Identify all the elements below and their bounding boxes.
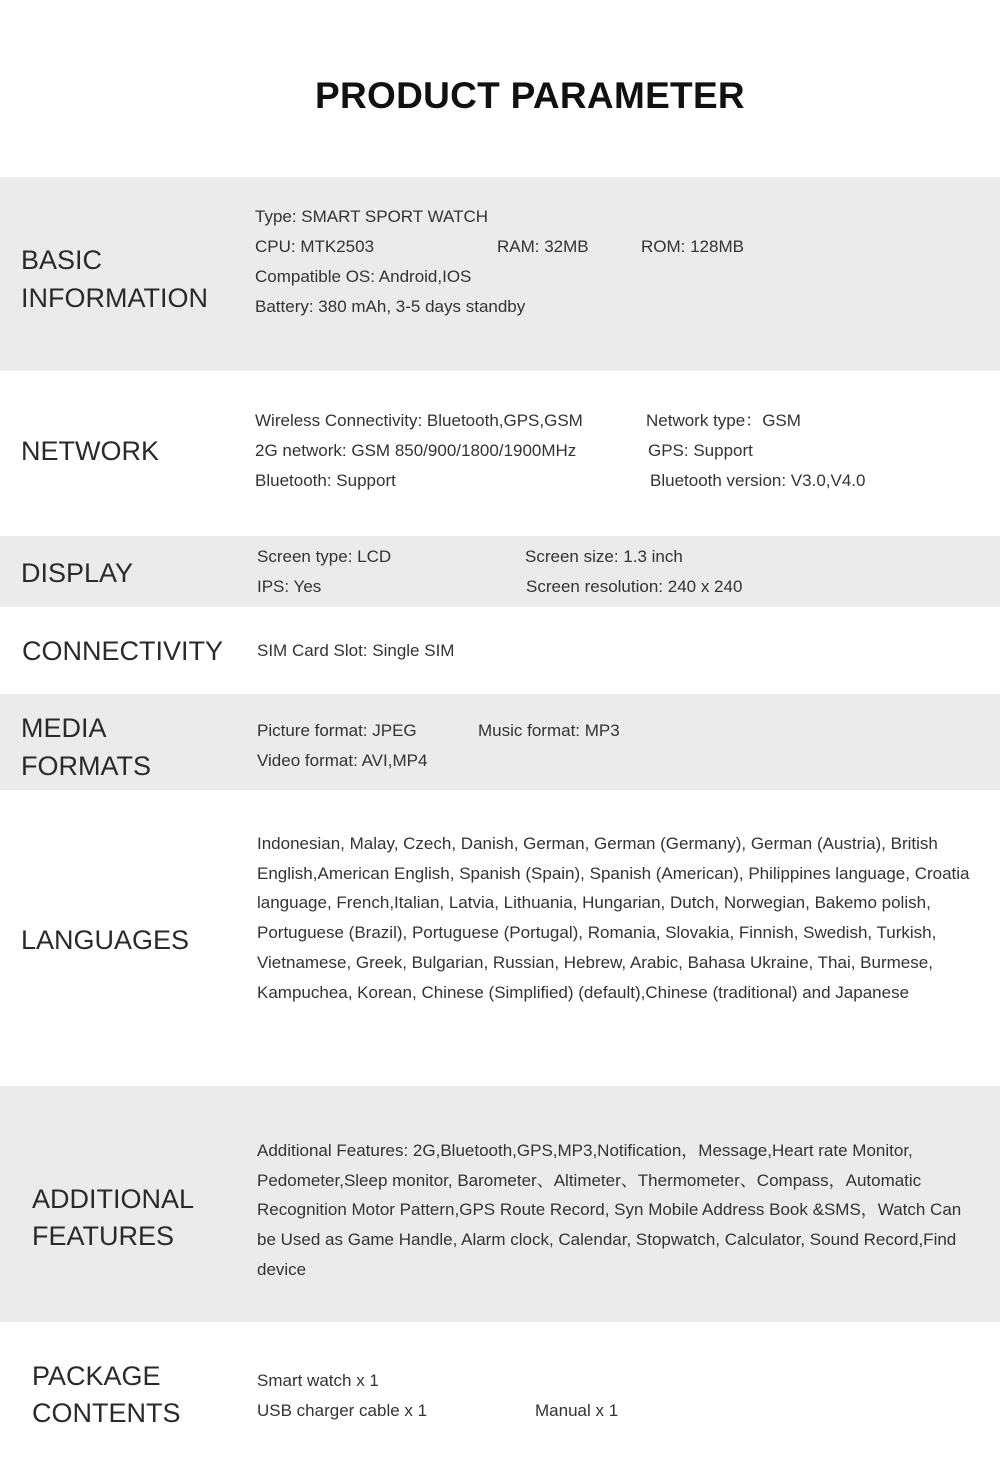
music-format-value: Music format: MP3 (478, 721, 620, 740)
sim-card-slot-value: SIM Card Slot: Single SIM (257, 641, 455, 660)
package-smart-watch: Smart watch x 1 (257, 1371, 379, 1390)
basic-information-label (21, 241, 208, 317)
compatible-os-value: Compatible OS: Android,IOS (255, 267, 472, 286)
display-label: DISPLAY (21, 558, 134, 588)
package-label-line-2: CONTENTS (32, 1398, 181, 1428)
display-section (0, 536, 1000, 607)
gps-value: GPS: Support (648, 441, 753, 460)
ips-value: IPS: Yes (257, 577, 322, 596)
bluetooth-version-value: Bluetooth version: V3.0,V4.0 (650, 471, 866, 490)
wireless-connectivity-value: Wireless Connectivity: Bluetooth,GPS,GSM (255, 411, 583, 430)
features-label-line-1: ADDITIONAL (32, 1184, 195, 1214)
languages-label: LANGUAGES (21, 925, 190, 955)
package-contents-label (32, 1358, 181, 1432)
media-label-line-1: MEDIA (21, 713, 107, 743)
media-formats-label (21, 709, 151, 785)
additional-features-text: Additional Features: 2G,Bluetooth,GPS,MP3,Notification，Message,Heart rate Monitor, Pedometer,Sleep monitor, Barometer、Altimeter、Thermometer、Compass，Automatic Recognition Motor Pattern,GPS Route Record, Syn Mobile Address Book &SMS，Watch Can be Used as Game Handle, Alarm clock, Calendar, Stopwatch, Calculator, Sound Record,Find device (257, 1141, 962, 1279)
screen-resolution-value: Screen resolution: 240 x 240 (526, 577, 743, 596)
package-usb-cable: USB charger cable x 1 (257, 1401, 428, 1420)
additional-features-label (32, 1181, 194, 1255)
bluetooth-value: Bluetooth: Support (255, 471, 396, 490)
page-title: PRODUCT PARAMETER (315, 75, 745, 116)
media-label-line-2: FORMATS (21, 751, 151, 781)
type-value: Type: SMART SPORT WATCH (255, 207, 489, 226)
connectivity-label: CONNECTIVITY (22, 636, 224, 666)
network-label: NETWORK (21, 436, 159, 466)
2g-network-value: 2G network: GSM 850/900/1800/1900MHz (255, 441, 577, 460)
package-manual: Manual x 1 (535, 1401, 619, 1420)
network-type-value: Network type：GSM (646, 411, 801, 430)
basic-label-line-2: INFORMATION (21, 283, 208, 313)
screen-size-value: Screen size: 1.3 inch (525, 547, 683, 566)
ram-value: RAM: 32MB (497, 237, 589, 256)
rom-value: ROM: 128MB (641, 237, 744, 256)
package-label-line-1: PACKAGE (32, 1361, 161, 1391)
features-label-line-2: FEATURES (32, 1221, 175, 1251)
battery-value: Battery: 380 mAh, 3-5 days standby (255, 297, 526, 316)
screen-type-value: Screen type: LCD (257, 547, 392, 566)
basic-label-line-1: BASIC (21, 245, 103, 275)
languages-list: Indonesian, Malay, Czech, Danish, German, German (Germany), German (Austria), British English,American English, Spanish (Spain), Spanish (American), Philippines language, Croatia language, French,Italian, Latvia, Lithuania, Hungarian, Dutch, Norwegian, Bakemo polish, Portuguese (Brazil), Portuguese (Portugal), Romania, Slovakia, Finnish, Swedish, Turkish, Vietnamese, Greek, Bulgarian, Russian, Hebrew, Arabic, Bahasa Ukraine, Thai, Burmese, Kampuchea, Korean, Chinese (Simplified) (default),Chinese (traditional) and Japanese (257, 834, 970, 1002)
picture-format-value: Picture format: JPEG (257, 721, 417, 740)
cpu-value: CPU: MTK2503 (255, 237, 375, 256)
video-format-value: Video format: AVI,MP4 (257, 751, 428, 770)
